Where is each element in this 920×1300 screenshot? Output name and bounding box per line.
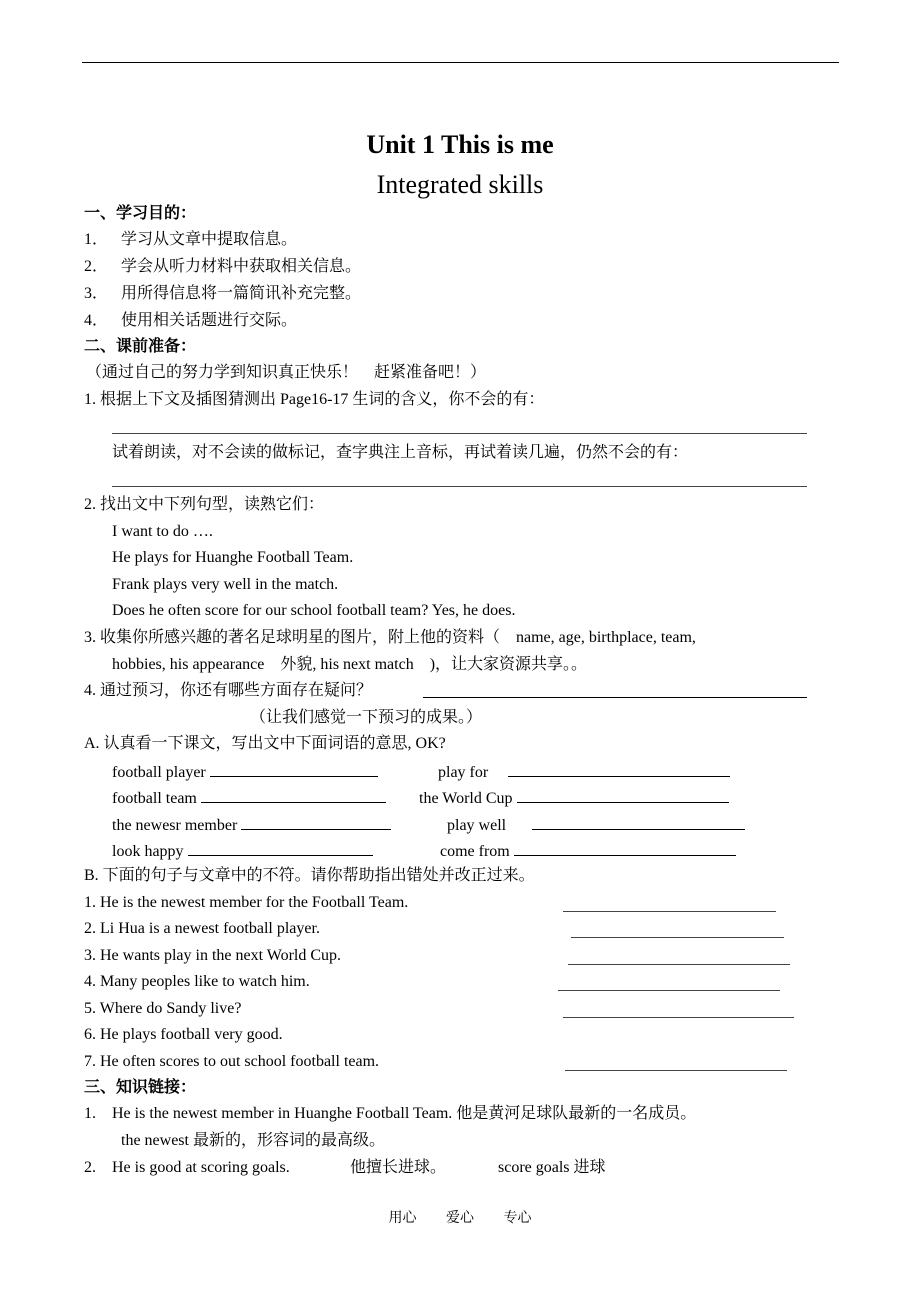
question-2: 2. 找出文中下列句型，读熟它们： [84,496,325,513]
question-1: 1. 根据上下文及插图猜测出 Page16-17 生词的含义，你不会的有： [84,391,545,408]
answer-line-2[interactable] [112,486,807,487]
question-4: 4. 通过预习，你还有哪些方面存在疑问？ [84,682,373,699]
partA-term: play well [447,814,745,836]
section3-heading: 三、知识链接： [84,1079,197,1096]
objective-4-num: 4． [84,312,109,329]
correction-2: 2. Li Hua is a newest football player. [84,920,320,937]
question-1b: 试着朗读，对不会读的做标记，查字典注上音标，再试着读几遍，仍然不会的有： [112,444,689,461]
knowledge-2-phrase: score goals 进球 [498,1159,606,1176]
correction-blank-3[interactable] [568,964,790,965]
correction-1: 1. He is the newest member for the Football Team. [84,894,409,911]
sentence-1: I want to do …. [112,523,213,540]
partA-term: come from [440,840,736,862]
knowledge-1-note: the newest 最新的，形容词的最高级。 [121,1132,385,1149]
correction-blank-7[interactable] [565,1070,787,1071]
section2-intro: （通过自己的努力学到知识真正快乐！ 赶紧准备吧！） [86,364,487,381]
answer-blank[interactable] [201,787,386,803]
section1-heading: 一、学习目的： [84,205,197,222]
page-footer [0,1207,920,1227]
sentence-3: Frank plays very well in the match. [112,576,339,593]
knowledge-1: 1. He is the newest member in Huanghe Football Team. 他是黄河足球队最新的一名成员。 [84,1105,697,1122]
correction-7: 7. He often scores to out school football team. [84,1053,380,1070]
question-3: 3. 收集你所感兴趣的著名足球明星的图片，附上他的资料（ name, age, birthplace, team, [84,629,696,646]
partA-term: the World Cup [419,787,729,809]
objective-3: 用所得信息将一篇简讯补充完整。 [121,285,362,302]
footer-word: 专心 [503,1211,532,1226]
answer-line-1[interactable] [112,433,807,434]
page-subtitle: Integrated skills [376,170,544,199]
answer-blank[interactable] [517,787,729,803]
sentence-4: Does he often score for our school football team? Yes, he does. [112,602,516,619]
partA-term: football team [112,787,386,809]
knowledge-2-translation: 他擅长进球。 [350,1159,447,1176]
objective-3-num: 3． [84,285,109,302]
sentence-2: He plays for Huanghe Football Team. [112,549,354,566]
objective-1: 学习从文章中提取信息。 [121,231,298,248]
partA-heading: A. 认真看一下课文，写出文中下面词语的意思, OK? [84,735,446,752]
objective-4: 使用相关话题进行交际。 [121,312,298,329]
answer-blank[interactable] [514,840,736,856]
question-4-blank[interactable] [423,697,807,698]
knowledge-2: 2. He is good at scoring goals. [84,1159,290,1176]
question-4-note: （让我们感觉一下预习的成果。） [250,709,483,726]
section2-heading: 二、课前准备： [84,338,197,355]
correction-5: 5. Where do Sandy live? [84,1000,242,1017]
objective-2: 学会从听力材料中获取相关信息。 [121,258,362,275]
partA-term: play for [438,761,730,783]
correction-blank-2[interactable] [571,937,784,938]
partA-term: the newesr member [112,814,391,836]
header-rule [82,62,839,63]
partB-heading: B. 下面的句子与文章中的不符。请你帮助指出错处并改正过来。 [84,867,535,884]
correction-blank-4[interactable] [558,990,780,991]
objective-2-num: 2． [84,258,109,275]
footer-word: 爱心 [446,1211,474,1226]
answer-blank[interactable] [188,840,373,856]
partA-term: look happy [112,840,373,862]
page-title: Unit 1 This is me [366,130,554,159]
correction-blank-1[interactable] [563,911,776,912]
answer-blank[interactable] [241,814,391,830]
answer-blank[interactable] [532,814,745,830]
answer-blank[interactable] [508,761,730,777]
correction-4: 4. Many peoples like to watch him. [84,973,310,990]
correction-blank-5[interactable] [563,1017,794,1018]
objective-1-num: 1． [84,231,109,248]
correction-6: 6. He plays football very good. [84,1026,283,1043]
partA-term: football player [112,761,378,783]
answer-blank[interactable] [210,761,378,777]
question-3-cont: hobbies, his appearance 外貌, his next match )，让大家资源共享。。 [112,656,588,673]
footer-word: 用心 [388,1211,417,1226]
correction-3: 3. He wants play in the next World Cup. [84,947,342,964]
